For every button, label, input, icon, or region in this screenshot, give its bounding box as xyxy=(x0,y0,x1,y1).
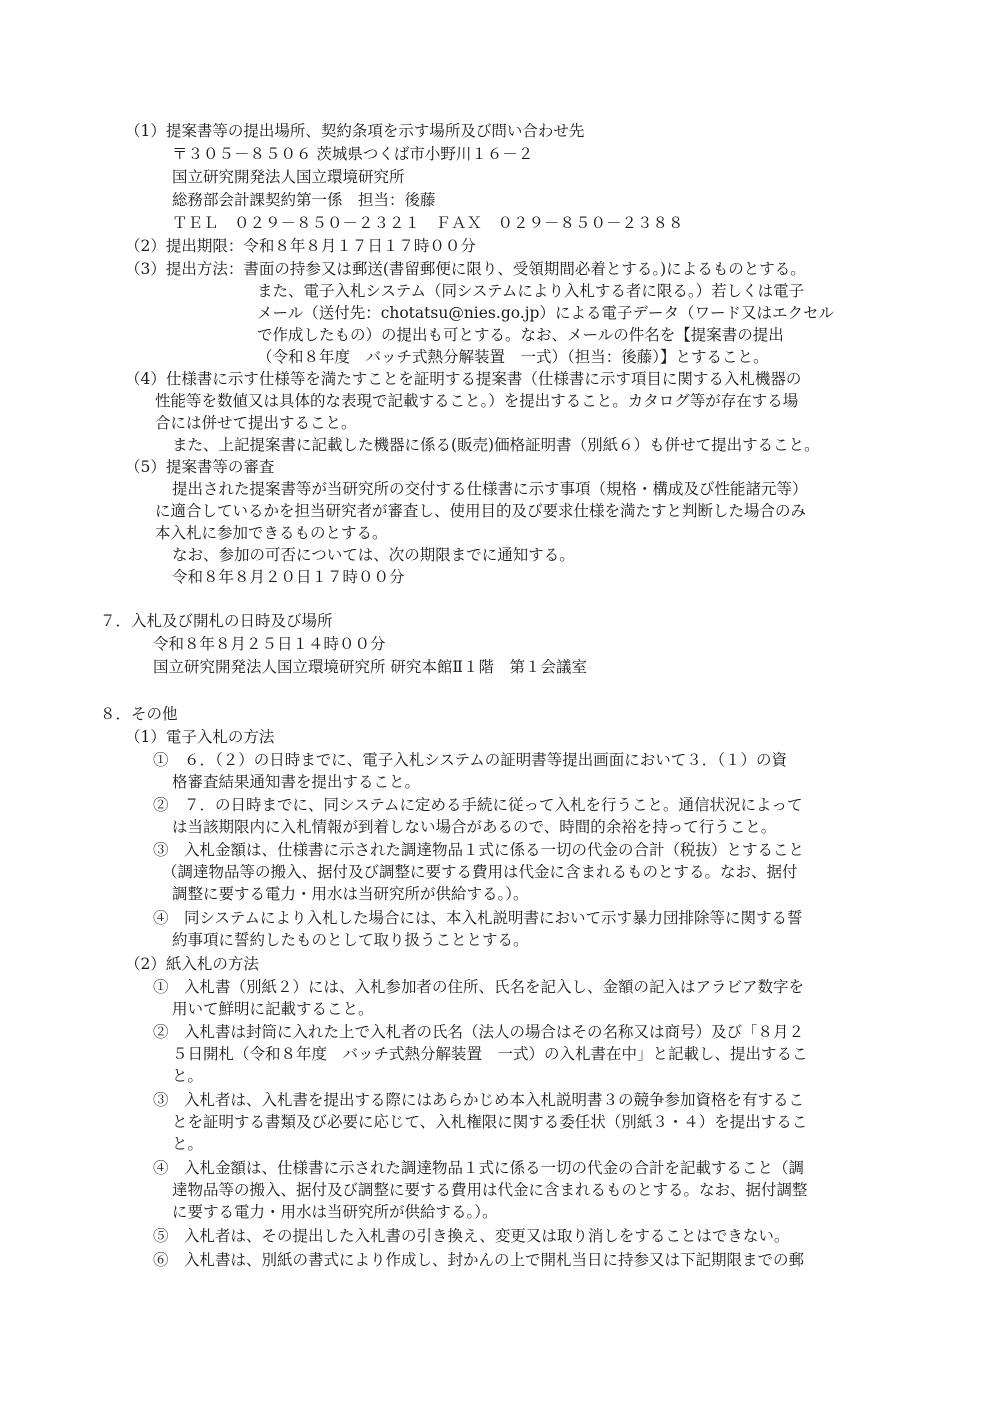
paper-bid-item-2: ② 入札書は封筒に入れた上で入札者の氏名（法人の場合はその名称又は商号）及び「８月２ xyxy=(153,1023,805,1041)
paper-bid-item-2: と。 xyxy=(172,1067,204,1085)
paper-bid-item-5: ⑤ 入札者は、その提出した入札書の引き換え、変更又は取り消しをすることはできない。 xyxy=(153,1227,790,1245)
paper-bid-item-6: ⑥ 入札書は、別紙の書式により作成し、封かんの上で開札当日に持参又は下記期限までの郵 xyxy=(153,1251,805,1269)
section-8-heading: ８．その他 xyxy=(100,705,178,723)
paper-bid-heading: （2）紙入札の方法 xyxy=(125,955,259,973)
department-contact: 総務部会計課契約第一係 担当：後藤 xyxy=(172,191,436,209)
electronic-bid-heading: （1）電子入札の方法 xyxy=(125,728,275,746)
item-5-line: 提出された提案書等が当研究所の交付する仕様書に示す事項（規格・構成及び性能諸元等） xyxy=(172,480,808,498)
item-3-line: （3）提出方法：書面の持参又は郵送(書留郵便に限り、受領期間必着とする。)によるものとする。 xyxy=(125,260,806,278)
item-5-line: なお、参加の可否については、次の期限までに通知する。 xyxy=(172,546,575,564)
item-3-line: で作成したもの）の提出も可とする。なお、メールの件名を【提案書の提出 xyxy=(257,326,784,344)
item-3-line: また、電子入札システム（同システムにより入札する者に限る。）若しくは電子 xyxy=(257,282,805,300)
electronic-bid-item-3: （調達物品等の搬入、据付及び調整に要する費用は代金に含まれるものとする。なお、据付 xyxy=(162,863,798,881)
item-5-line: 本入札に参加できるものとする。 xyxy=(155,524,388,542)
paper-bid-item-1: 用いて鮮明に記載すること。 xyxy=(172,1000,374,1018)
item-5-line: に適合しているかを担当研究者が審査し、使用目的及び要求仕様を満たすと判断した場合のみ xyxy=(155,502,807,520)
paper-bid-item-2: ５日開札（令和８年度 バッチ式熱分解装置 一式）の入札書在中」と記載し、提出するこ xyxy=(172,1045,808,1063)
electronic-bid-item-2: は当該期限内に入札情報が到着しない場合があるので、時間的余裕を持って行うこと。 xyxy=(172,818,777,836)
item-2-deadline: （2）提出期限：令和８年８月１７日１７時００分 xyxy=(125,237,476,255)
item-4-line: （4）仕様書に示す仕様等を満たすことを証明する提案書（仕様書に示す項目に関する入札機器の xyxy=(125,370,802,388)
item-5-date: 令和８年８月２０日１７時００分 xyxy=(172,568,405,586)
item-5-heading: （5）提案書等の審査 xyxy=(125,458,275,476)
electronic-bid-item-2: ② ７．の日時までに、同システムに定める手続に従って入札を行うこと。通信状況によって xyxy=(153,796,803,814)
item-3-line: メール（送付先：chotatsu@nies.go.jp）による電子データ（ワード又はエクセル xyxy=(257,304,834,322)
paper-bid-item-4: ④ 入札金額は、仕様書に示された調達物品１式に係る一切の代金の合計を記載すること（調 xyxy=(153,1159,805,1177)
paper-bid-item-4: に要する電力・用水は当研究所が供給する。）。 xyxy=(172,1203,498,1221)
section-7-date: 令和８年８月２５日１４時００分 xyxy=(153,635,386,653)
electronic-bid-item-3: ③ 入札金額は、仕様書に示された調達物品１式に係る一切の代金の合計（税抜）とすること xyxy=(153,841,805,859)
item-4-line: 性能等を数値又は具体的な表現で記載すること。）を提出すること。カタログ等が存在する場 xyxy=(155,392,799,410)
organization-name: 国立研究開発法人国立環境研究所 xyxy=(172,168,405,186)
item-4-line: また、上記提案書に記載した機器に係る(販売)価格証明書（別紙６）も併せて提出すること。 xyxy=(172,436,820,454)
item-3-line: （令和８年度 バッチ式熱分解装置 一式）（担当：後藤）】とすること。 xyxy=(257,348,769,366)
postal-address: 〒３０５－８５０６ 茨城県つくば市小野川１６－２ xyxy=(172,145,534,163)
paper-bid-item-3: ③ 入札者は、入札書を提出する際にはあらかじめ本入札説明書３の競争参加資格を有するこ xyxy=(153,1091,805,1109)
paper-bid-item-1: ① 入札書（別紙２）には、入札参加者の住所、氏名を記入し、金額の記入はアラビア数字を xyxy=(153,978,805,996)
paper-bid-item-4: 達物品等の搬入、据付及び調整に要する費用は代金に含まれるものとする。なお、据付調整 xyxy=(172,1181,808,1199)
section-7-place: 国立研究開発法人国立環境研究所 研究本館Ⅱ１階 第１会議室 xyxy=(153,658,587,676)
section-7-heading: ７．入札及び開札の日時及び場所 xyxy=(100,612,333,630)
electronic-bid-item-1: ① ６．（２）の日時までに、電子入札システムの証明書等提出画面において３．（１）の資 xyxy=(153,751,787,769)
paper-bid-item-3: とを証明する書類及び必要に応じて、入札権限に関する委任状（別紙３・４）を提出するこ xyxy=(172,1113,808,1131)
item-1-heading: （1）提案書等の提出場所、契約条項を示す場所及び問い合わせ先 xyxy=(125,122,585,140)
item-4-line: 合には併せて提出すること。 xyxy=(155,414,357,432)
electronic-bid-item-4: 約事項に誓約したものとして取り扱うこととする。 xyxy=(172,931,529,949)
electronic-bid-item-1: 格審査結果通知書を提出すること。 xyxy=(172,773,421,791)
electronic-bid-item-4: ④ 同システムにより入札した場合には、本入札説明書において示す暴力団排除等に関する誓 xyxy=(153,909,803,927)
tel-fax: ＴＥＬ ０２９－８５０－２３２１ ＦＡＸ ０２９－８５０－２３８８ xyxy=(172,214,684,232)
electronic-bid-item-3: 調整に要する電力・用水は当研究所が供給する。）。 xyxy=(172,885,529,903)
paper-bid-item-3: と。 xyxy=(172,1135,204,1153)
